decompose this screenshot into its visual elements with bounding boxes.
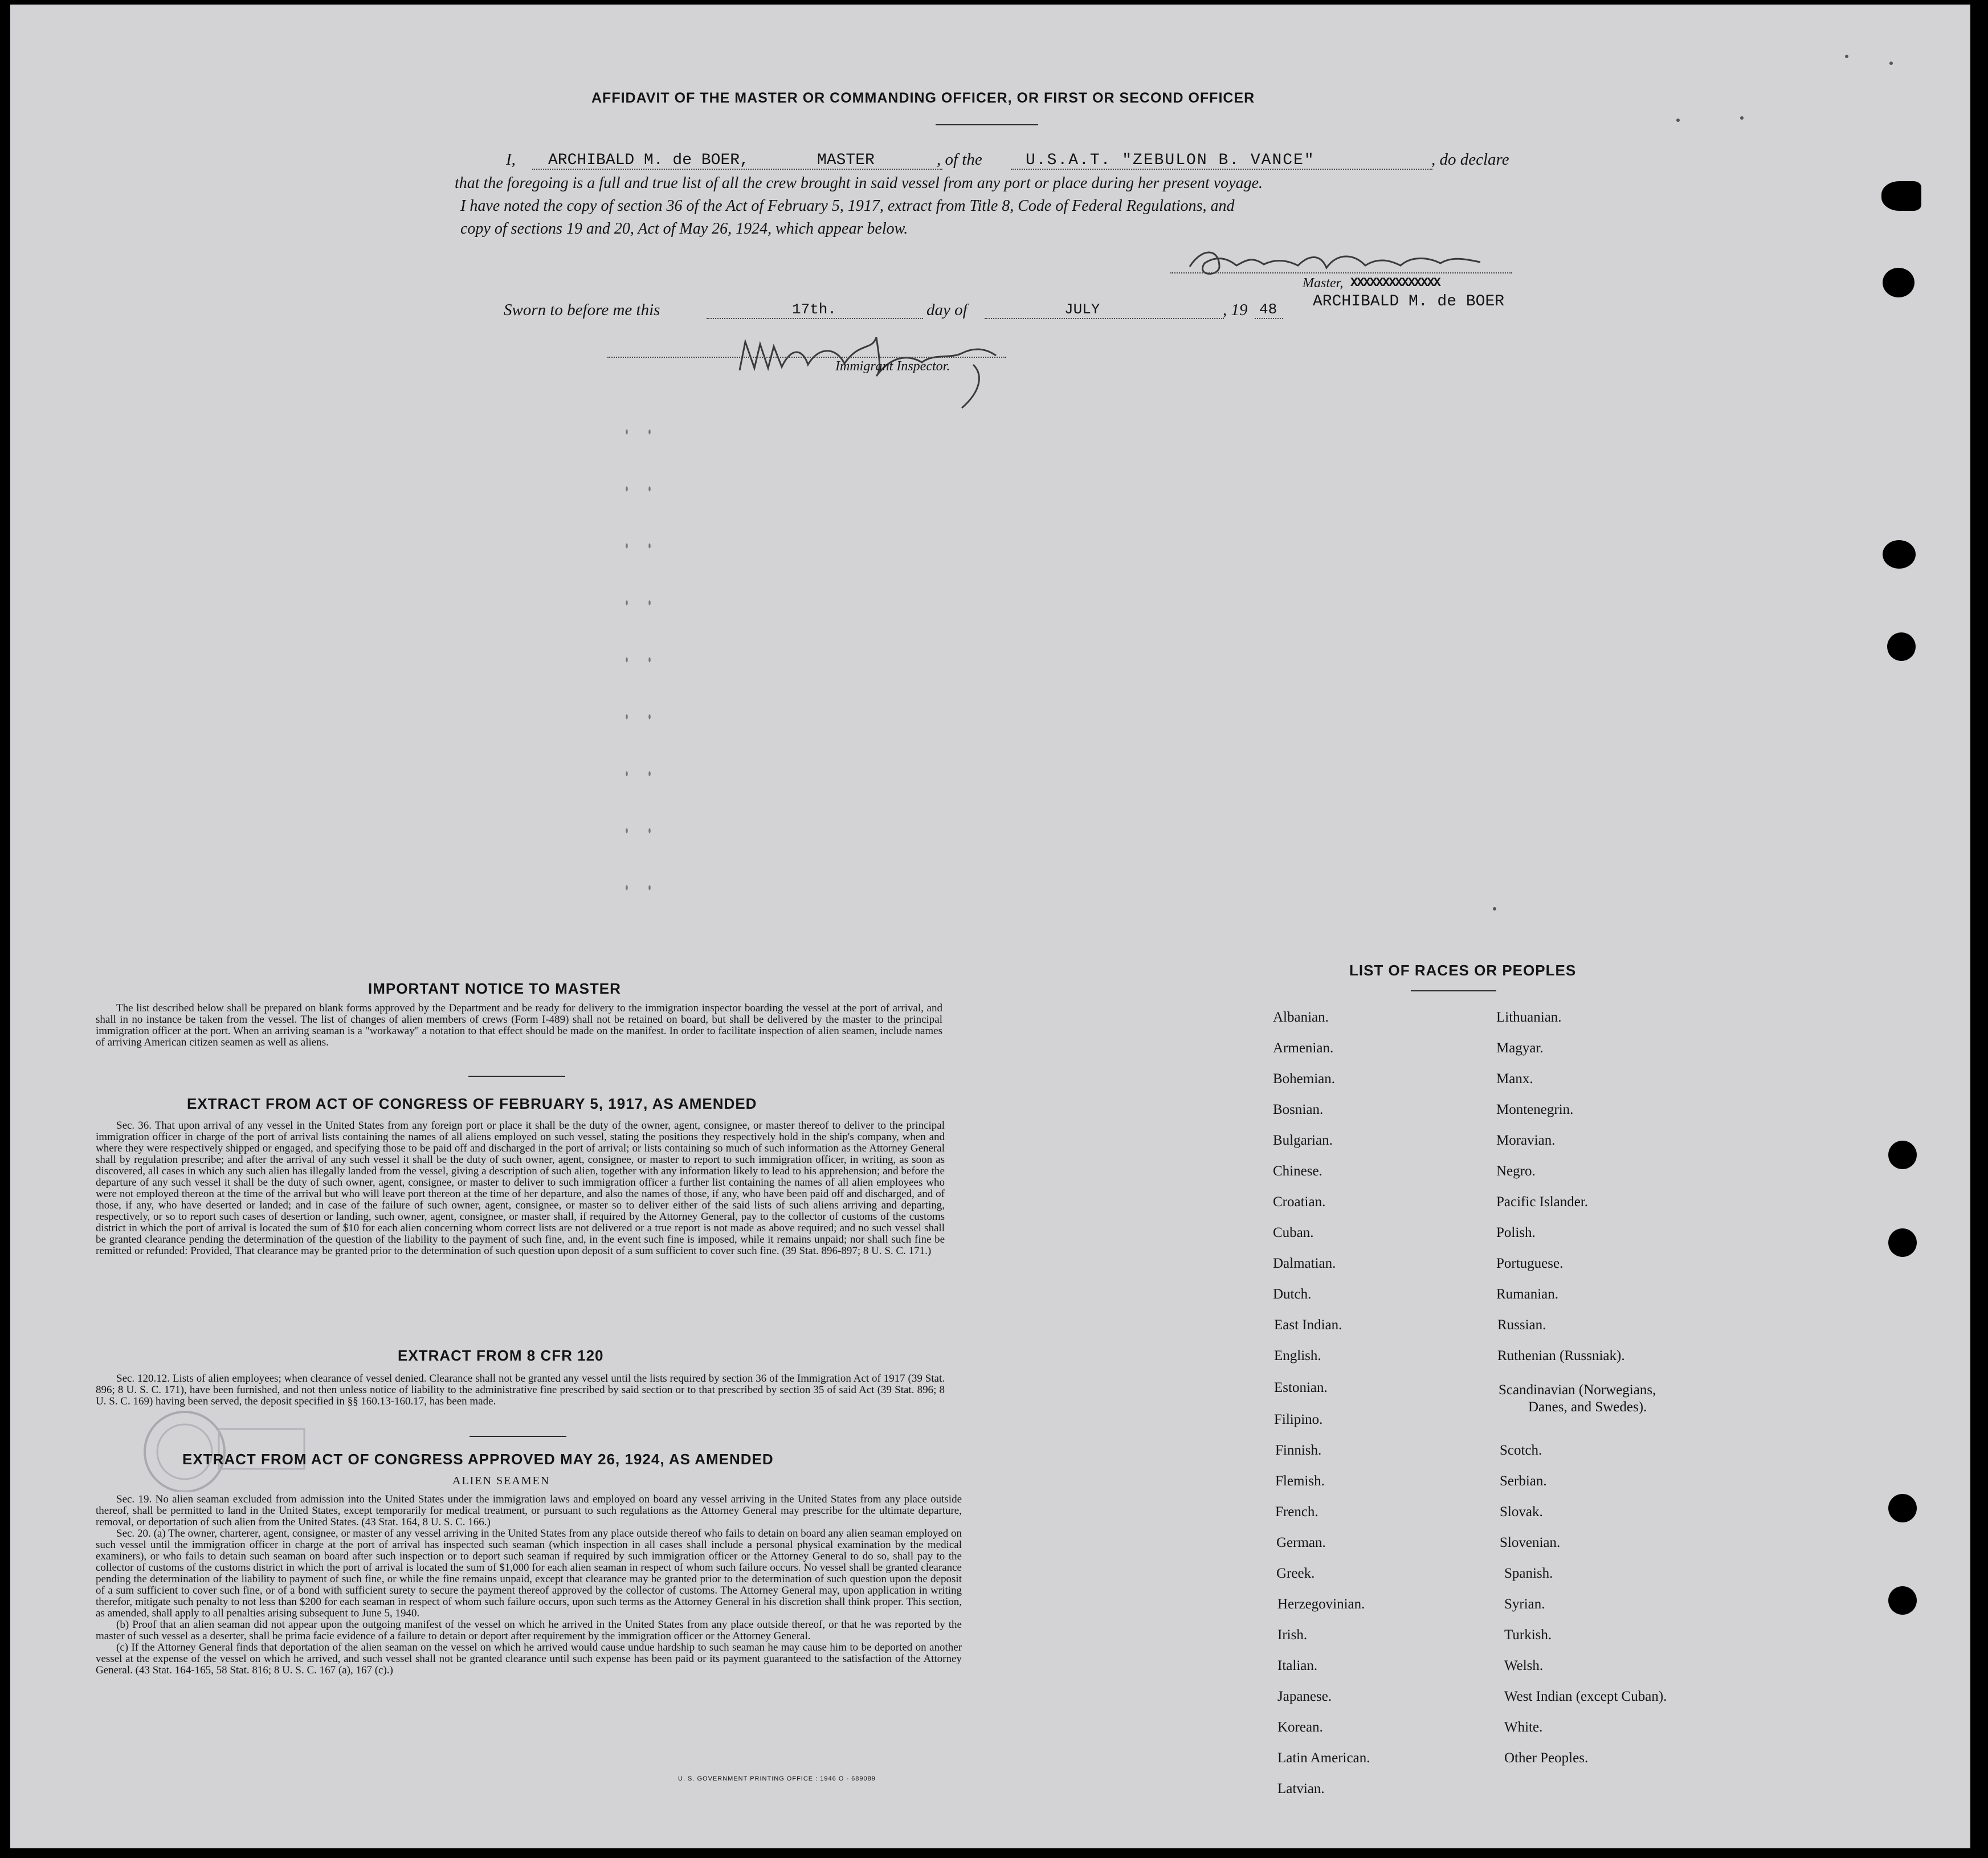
- extract-1917-body: Sec. 36. That upon arrival of any vessel in the United States from any foreign port or place it shall be the duty of the owner, agent, consignee, or master thereof to deliver to the principal immigration officer in charge of the port of arrival lists containing the names of all aliens employed on such vessel, stating the positions they respectively hold in the ship's company, when and where they were respectively shipped or engaged, and specifying those to be paid off and discharged in the port of arrival; or lists containing so much of such information as the Attorney General shall by regulation prescribe; and after the arrival of any such vessel it shall be the duty of such owner, agent, consignee, or master to report to such immigration officer, in writing, as soon as discovered, all cases in which any such alien has illegally landed from the vessel, giving a description of such alien, together with any information likely to lead to his apprehension; and before the departure of any such vessel it shall be the duty of such owner, agent, consignee, or master to deliver to such immigration officer a further list containing the names of all alien employees who were not employed thereon at the time of the arrival but who will leave port thereon at the time of her departure, and also the names of those, if any, who have been paid off and discharged, and of those, if any, who have deserted or landed; and in case of the failure of such owner, agent, consignee, or master so to deliver either of the said lists of such aliens arriving and departing, respectively, or so to report such cases of desertion or landing, such owner, agent, consignee, or master shall, if required by the Attorney General, pay to the collector of customs of the customs district in which the port of arrival is located the sum of $10 for each alien concerning whom correct lists are not delivered or a true report is not made as above required; and no such vessel shall be granted clearance pending the determination of the question of the liability to the payment of such fine, and, in the event such fine is imposed, while it remains unpaid; nor shall such fine be remitted or refunded: Provided, That clearance may be granted prior to the determination of such question upon deposit of a sum sufficient to cover such fine. (39 Stat. 896-897; 8 U. S. C. 171.): [96, 1120, 945, 1257]
- inspector-underline: [607, 357, 1006, 358]
- race-item: Bosnian.: [1273, 1102, 1324, 1117]
- binder-hole: [1888, 1141, 1917, 1169]
- race-item: Moravian.: [1496, 1133, 1556, 1148]
- sec-20a: Sec. 20. (a) The owner, charterer, agent, consignee, or master of any vessel arriving in the United States from any place outside thereof who fails to detain on board any alien seaman employed on such vessel until the immigration officer in charge at the port of arrival has inspected such seaman (which inspection in all cases shall include a personal physical examination by the medical examiners), or who fails to detain such seaman on board after such inspection or to deport such seaman if required by such immigration officer or the Attorney General to do so, shall pay to the collector of customs of the customs district in which the port of arrival is located the sum of $1,000 for each alien seaman in respect of whom such failure occurs. No vessel shall be granted clearance pending the determination of the liability to payment of such fine, or while the fine remains unpaid, except that clearance may be granted prior to the determination of such question upon the deposit of a sum sufficient to cover such fine, or of a bond with sufficient surety to secure the payment thereof approved by the collector of customs. The Attorney General may, upon application in writing therefor, mitigate such penalty to not less than $200 for each seaman in respect of whom such failure occurs, upon such terms as the Attorney General in his discretion shall think proper. This section, as amended, shall apply to all penalties arising subsequent to June 5, 1940.: [96, 1528, 962, 1619]
- race-item: Greek.: [1276, 1566, 1315, 1581]
- sworn-month: JULY: [1064, 301, 1100, 318]
- race-item: Polish.: [1496, 1225, 1536, 1240]
- day-of-label: day of: [926, 301, 968, 319]
- race-item: Irish.: [1277, 1627, 1308, 1643]
- affidavit-line-2: that the foregoing is a full and true list of all the crew brought in said vessel from any port or place during her present voyage.: [455, 174, 1263, 192]
- sec-20b: (b) Proof that an alien seaman did not appear upon the outgoing manifest of the vessel on which he arrived in the United States from any place outside thereof, or that he was reported by the master of such vessel as a deserter, shall be prima facie evidence of a failure to detain or deport after requirement by the immigration officer or the Attorney General.: [96, 1619, 962, 1642]
- extract-1924-title: EXTRACT FROM ACT OF CONGRESS APPROVED MAY 26, 1924, AS AMENDED: [182, 1451, 774, 1468]
- notice-title: IMPORTANT NOTICE TO MASTER: [368, 980, 621, 997]
- race-item: Turkish.: [1504, 1627, 1552, 1643]
- race-item: West Indian (except Cuban).: [1504, 1689, 1667, 1704]
- race-item: Slovak.: [1500, 1504, 1543, 1520]
- month-underline: [985, 318, 1224, 319]
- extract-1917-title: EXTRACT FROM ACT OF CONGRESS OF FEBRUARY 5, 1917, AS AMENDED: [187, 1095, 757, 1112]
- race-item: Croatian.: [1273, 1194, 1326, 1210]
- master-name: ARCHIBALD M. de BOER,: [548, 152, 749, 169]
- race-item: Italian.: [1277, 1658, 1318, 1673]
- race-item: Armenian.: [1273, 1040, 1334, 1056]
- sec-19: Sec. 19. No alien seaman excluded from admission into the United States under the immigration laws and employed on board any vessel arriving in the United States from any place outside thereof, shall be permitted to land in the United States, except temporarily for medical treatment, or pursuant to such regulations as the Attorney General may prescribe for the ultimate departure, removal, or deportation of such alien from the United States. (43 Stat. 164, 8 U. S. C. 166.): [96, 1493, 962, 1528]
- master-label: Master,: [1303, 276, 1344, 291]
- race-item: Scotch.: [1500, 1443, 1542, 1458]
- race-item: Magyar.: [1496, 1040, 1544, 1056]
- year-suffix: 48: [1259, 301, 1277, 318]
- race-item: Other Peoples.: [1504, 1750, 1589, 1766]
- extract-1924-body: [96, 1494, 962, 1676]
- race-item: Japanese.: [1277, 1689, 1332, 1704]
- master-struck: XXXXXXXXXXXXXX: [1350, 276, 1440, 290]
- master-rank: MASTER: [817, 152, 875, 169]
- affidavit-line-4: copy of sections 19 and 20, Act of May 26, 1924, which appear below.: [460, 220, 908, 238]
- binder-hole: [1883, 268, 1914, 297]
- extract-cfr-body: Sec. 120.12. Lists of alien employees; when clearance of vessel denied. Clearance shall not be granted any vessel until the lists required by section 36 of the Immigration Act of 1917 (39 Stat. 896; 8 U. S. C. 171), have been furnished, and not then unless notice of liability to the administrative fine prescribed by said section or to that prescribed by section 35 of said Act (39 Stat. 896; 8 U. S. C. 169) having been served, the deposit specified in §§ 160.13-160.17, has been made.: [96, 1373, 945, 1407]
- race-item: Rumanian.: [1496, 1287, 1559, 1302]
- race-item: Cuban.: [1273, 1225, 1314, 1240]
- race-item: East Indian.: [1274, 1317, 1342, 1333]
- stray-mark: [1889, 62, 1893, 65]
- race-item: Slovenian.: [1500, 1535, 1561, 1550]
- race-item: Korean.: [1277, 1720, 1323, 1735]
- race-item: White.: [1504, 1720, 1543, 1735]
- races-rule: [1411, 990, 1496, 991]
- notice-body: The list described below shall be prepared on blank forms approved by the Department and be ready for delivery to the immigration inspector boarding the vessel at the port of arrival, and shall in no instance be taken from the vessel. The list of changes of alien members of crews (Form I-489) shall not be retained on board, but shall be delivered by the master to the principal immigration officer at the port. When an arriving seaman is a "workaway" a notation to that effect should be made on the manifest. In order to facilitate inspection of alien seamen, include names of arriving American citizen seamen as well as aliens.: [96, 1002, 942, 1048]
- title-rule: [936, 124, 1038, 125]
- stray-mark: [1676, 119, 1680, 122]
- binder-hole: [1888, 1494, 1917, 1522]
- race-item: Manx.: [1496, 1071, 1533, 1087]
- faint-ticks: [615, 403, 661, 916]
- stray-mark: [1845, 55, 1848, 58]
- sec-20c: (c) If the Attorney General finds that deportation of the alien seaman on the vessel on which he arrived would cause undue hardship to such seaman he may cause him to be deported on another vessel at the expense of the vessel on which he arrived, and such vessel shall not be granted clearance until such expense has been paid or its payment guaranteed to the satisfaction of the Attorney General. (43 Stat. 164-165, 58 Stat. 816; 8 U. S. C. 167 (a), 167 (c).): [96, 1641, 962, 1676]
- manifest-page: [10, 5, 1970, 1848]
- race-item: Flemish.: [1275, 1473, 1325, 1489]
- race-item: Montenegrin.: [1496, 1102, 1574, 1117]
- race-item: Pacific Islander.: [1496, 1194, 1589, 1210]
- received-stamp: [133, 1406, 316, 1492]
- binder-hole: [1883, 540, 1916, 569]
- cfr-rule: [470, 1436, 566, 1437]
- extract-cfr-title: EXTRACT FROM 8 CFR 120: [398, 1347, 604, 1364]
- race-item: Dalmatian.: [1273, 1256, 1336, 1271]
- race-item: Chinese.: [1273, 1163, 1322, 1179]
- year-underline: [1255, 318, 1283, 319]
- sworn-day: 17th.: [792, 301, 837, 318]
- race-item: Finnish.: [1275, 1443, 1322, 1458]
- alien-seamen-subtitle: ALIEN SEAMEN: [452, 1475, 550, 1487]
- year-prefix: , 19: [1223, 301, 1248, 319]
- race-item: Serbian.: [1500, 1473, 1547, 1489]
- race-item: Portuguese.: [1496, 1256, 1564, 1271]
- affidavit-line-1: [506, 150, 516, 169]
- race-item: Herzegovinian.: [1277, 1596, 1365, 1612]
- race-item: Ruthenian (Russniak).: [1497, 1348, 1625, 1363]
- of-the-label: , of the: [937, 150, 982, 169]
- race-item: German.: [1276, 1535, 1326, 1550]
- race-item: English.: [1274, 1348, 1321, 1363]
- race-item: Bulgarian.: [1273, 1133, 1333, 1148]
- binder-hole: [1888, 1586, 1917, 1615]
- vessel-name: U.S.A.T. "ZEBULON B. VANCE": [1026, 152, 1315, 169]
- race-item: Filipino.: [1274, 1412, 1323, 1427]
- stray-mark: [1493, 907, 1496, 910]
- line-prefix: I,: [506, 150, 516, 169]
- printer-footer: U. S. GOVERNMENT PRINTING OFFICE : 1946 O - 689089: [678, 1775, 876, 1782]
- stray-mark: [1740, 116, 1744, 120]
- race-item: Dutch.: [1273, 1287, 1312, 1302]
- inspector-label: Immigrant Inspector.: [835, 359, 950, 374]
- race-item: Danes, and Swedes).: [1528, 1399, 1647, 1415]
- affidavit-line-3: I have noted the copy of section 36 of the Act of February 5, 1917, extract from Title 8, Code of Federal Regulations, and: [460, 197, 1235, 215]
- sworn-label: Sworn to before me this: [504, 301, 660, 319]
- do-declare-label: , do declare: [1431, 150, 1509, 169]
- race-item: Syrian.: [1504, 1596, 1545, 1612]
- race-item: Negro.: [1496, 1163, 1536, 1179]
- signature-underline: [1170, 272, 1512, 273]
- binder-hole: [1887, 632, 1916, 661]
- races-title: LIST OF RACES OR PEOPLES: [1349, 962, 1577, 979]
- binder-hole: [1881, 181, 1921, 211]
- master-typed-name: ARCHIBALD M. de BOER: [1313, 293, 1505, 311]
- race-item: Bohemian.: [1273, 1071, 1336, 1087]
- day-underline: [707, 318, 923, 319]
- affidavit-title: AFFIDAVIT OF THE MASTER OR COMMANDING OFFICER, OR FIRST OR SECOND OFFICER: [591, 90, 1255, 106]
- race-item: Spanish.: [1504, 1566, 1553, 1581]
- race-item: Russian.: [1497, 1317, 1546, 1333]
- race-item: Latvian.: [1277, 1781, 1325, 1796]
- race-item: Latin American.: [1277, 1750, 1370, 1766]
- race-item: Scandinavian (Norwegians,: [1499, 1382, 1656, 1398]
- binder-hole: [1888, 1228, 1917, 1257]
- race-item: Lithuanian.: [1496, 1010, 1562, 1025]
- race-item: Albanian.: [1273, 1010, 1329, 1025]
- race-item: Estonian.: [1274, 1380, 1328, 1395]
- notice-rule: [468, 1076, 565, 1077]
- race-item: French.: [1275, 1504, 1318, 1520]
- race-item: Welsh.: [1504, 1658, 1544, 1673]
